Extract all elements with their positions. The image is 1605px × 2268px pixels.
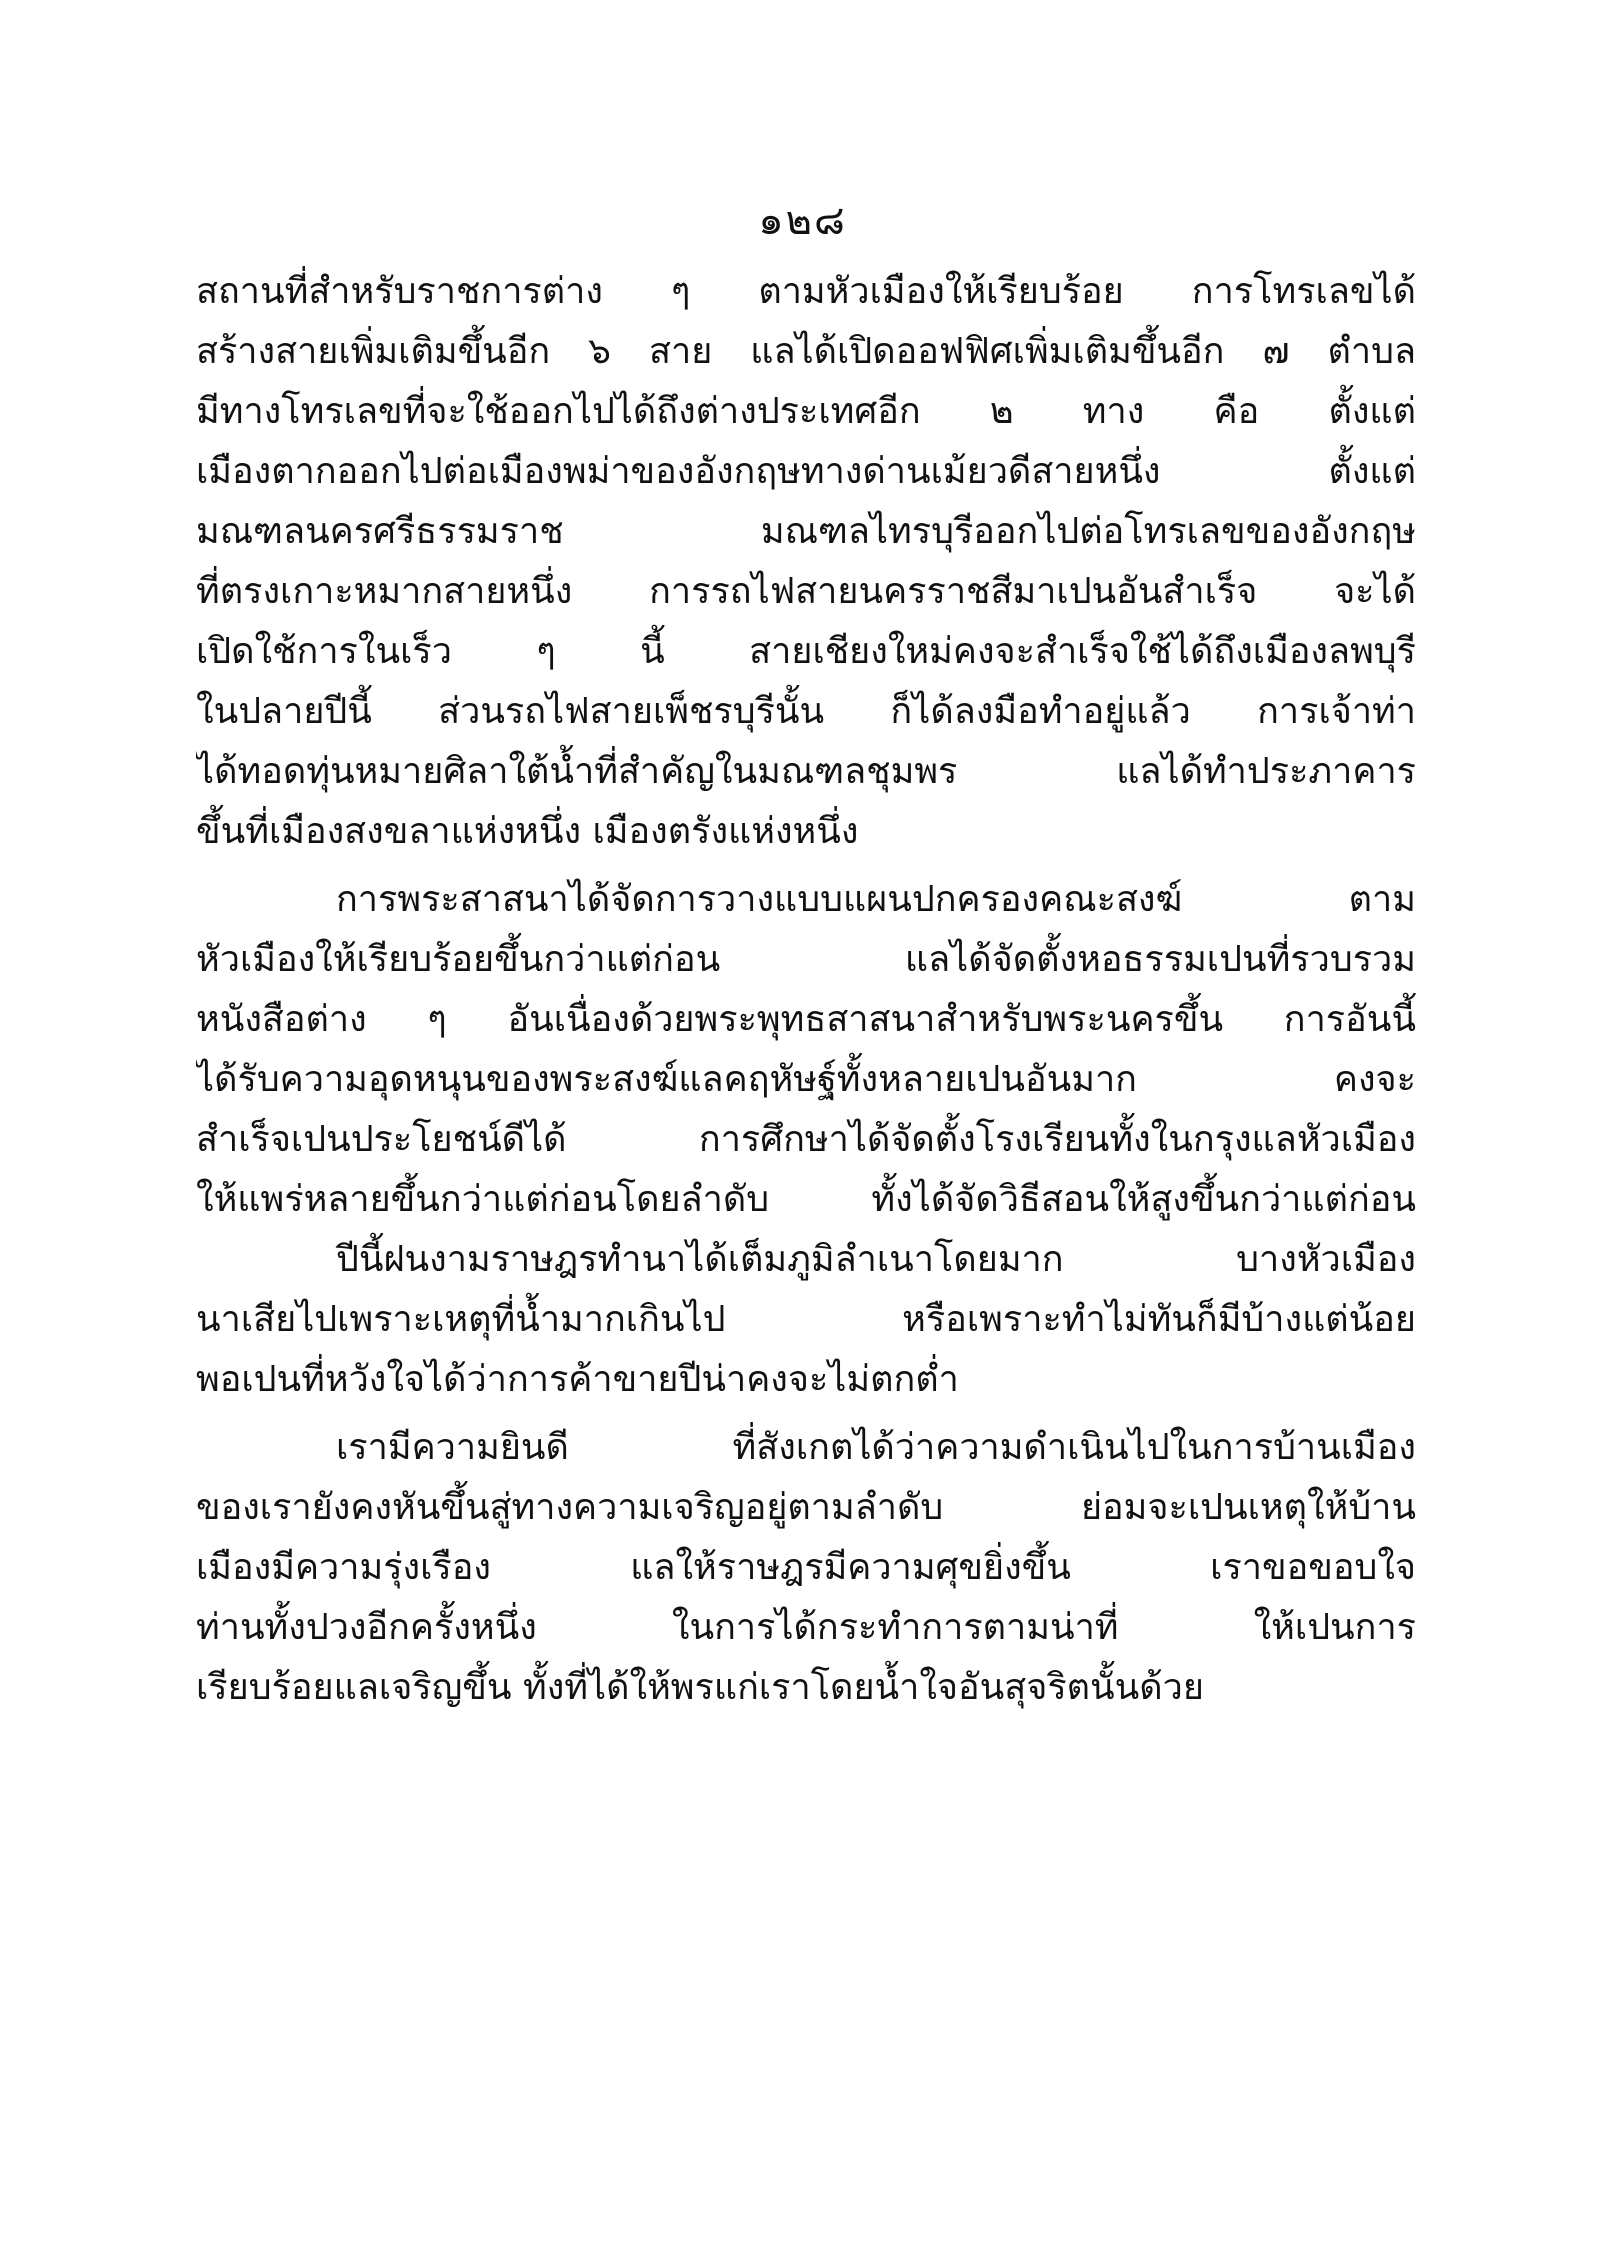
text-line: สถานที่สำหรับราชการต่าง ๆ ตามหัวเมืองให้เรียบร้อย การโทรเลขได้ [196,271,1416,312]
text-line: ได้รับความอุดหนุนของพระสงฆ์แลคฤหัษฐ์ทั้งหลายเปนอันมาก คงจะ [196,1059,1416,1100]
paragraph-3 [196,1230,1416,1410]
text-line: เปิดใช้การในเร็ว ๆ นี้ สายเชียงใหม่คงจะสำเร็จใช้ได้ถึงเมืองลพบุรี [196,631,1416,672]
text-line: ที่ตรงเกาะหมากสายหนึ่ง การรถไฟสายนครราชสีมาเปนอันสำเร็จ จะได้ [196,571,1416,612]
text-line: หนังสือต่าง ๆ อันเนื่องด้วยพระพุทธสาสนาสำหรับพระนครขึ้น การอันนี้ [196,999,1416,1040]
text-line: นาเสียไปเพราะเหตุที่น้ำมากเกินไป หรือเพราะทำไม่ทันก็มีบ้างแต่น้อย [196,1299,1416,1340]
text-line: ท่านทั้งปวงอีกครั้งหนึ่ง ในการได้กระทำการตามน่าที่ ให้เปนการ [196,1607,1416,1648]
text-line: ได้ทอดทุ่นหมายศิลาใต้น้ำที่สำคัญในมณฑลชุมพร แลได้ทำประภาคาร [196,751,1416,792]
text-line: พอเปนที่หวังใจได้ว่าการค้าขายปีน่าคงจะไม่ตกต่ำ [196,1359,959,1400]
text-line: ให้แพร่หลายขึ้นกว่าแต่ก่อนโดยลำดับ ทั้งได้จัดวิธีสอนให้สูงขึ้นกว่าแต่ก่อน [196,1179,1416,1220]
page-number: ๑๒๘ [758,198,847,244]
text-line: เรามีความยินดี ที่สังเกตได้ว่าความดำเนินไปในการบ้านเมือง [336,1427,1416,1468]
text-line: มณฑลนครศรีธรรมราช มณฑลไทรบุรีออกไปต่อโทรเลขของอังกฤษ [196,511,1416,552]
text-line: เมืองตากออกไปต่อเมืองพม่าของอังกฤษทางด่านเม้ยวดีสายหนึ่ง ตั้งแต่ [196,451,1416,492]
text-line: มีทางโทรเลขที่จะใช้ออกไปได้ถึงต่างประเทศอีก ๒ ทาง คือ ตั้งแต่ [196,391,1416,432]
text-line: สร้างสายเพิ่มเติมขึ้นอีก ๖ สาย แลได้เปิดออฟฟิศเพิ่มเติมขึ้นอีก ๗ ตำบล [196,331,1416,372]
text-line: ปีนี้ฝนงามราษฎรทำนาได้เต็มภูมิลำเนาโดยมาก บางหัวเมือง [336,1239,1416,1280]
text-line: เรียบร้อยแลเจริญขึ้น ทั้งที่ได้ให้พรแก่เราโดยน้ำใจอันสุจริตนั้นด้วย [196,1667,1204,1708]
text-line: ของเรายังคงหันขึ้นสู่ทางความเจริญอยู่ตามลำดับ ย่อมจะเปนเหตุให้บ้าน [196,1487,1416,1528]
paragraph-4 [196,1418,1416,1718]
body-text [196,262,1416,1718]
text-line: การพระสาสนาได้จัดการวางแบบแผนปกครองคณะสงฆ์ ตาม [336,879,1416,920]
text-line: สำเร็จเปนประโยชน์ดีได้ การศึกษาได้จัดตั้งโรงเรียนทั้งในกรุงแลหัวเมือง [196,1119,1416,1160]
text-line: ในปลายปีนี้ ส่วนรถไฟสายเพ็ชรบุรีนั้น ก็ได้ลงมือทำอยู่แล้ว การเจ้าท่า [196,691,1416,732]
text-line: หัวเมืองให้เรียบร้อยขึ้นกว่าแต่ก่อน แลได้จัดตั้งหอธรรมเปนที่รวบรวม [196,939,1416,980]
text-line: ขึ้นที่เมืองสงขลาแห่งหนึ่ง เมืองตรังแห่งหนึ่ง [196,811,859,852]
text-line: เมืองมีความรุ่งเรือง แลให้ราษฎรมีความศุขยิ่งขึ้น เราขอขอบใจ [196,1547,1416,1588]
paragraph-1 [196,262,1416,862]
paragraph-2 [196,870,1416,1230]
